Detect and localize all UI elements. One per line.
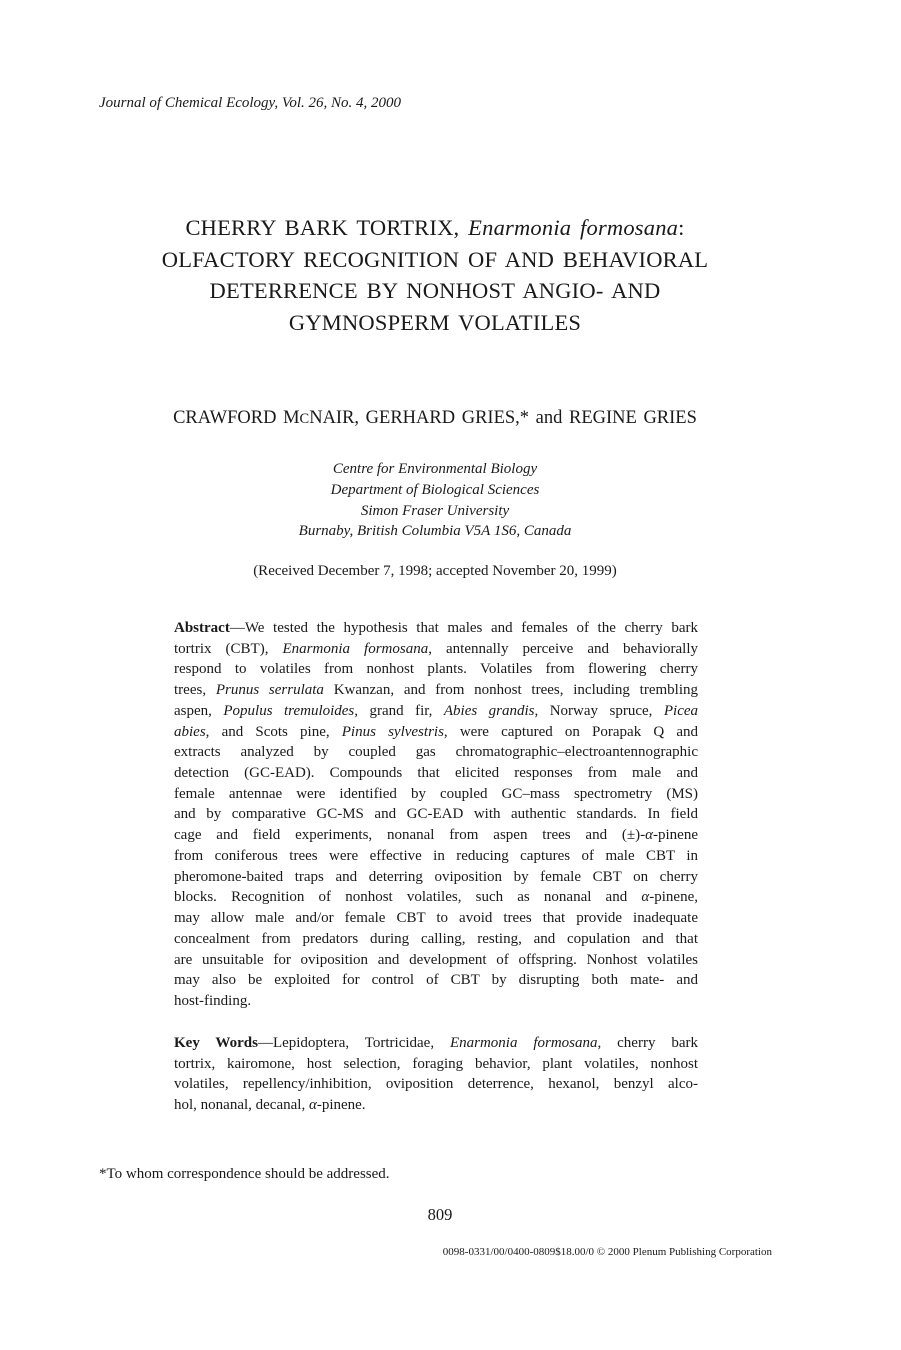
keywords-text: , cherry bark — [597, 1035, 698, 1051]
species-name: Enarmonia formosana — [282, 640, 429, 657]
title-line-4: GYMNOSPERM VOLATILES — [288, 309, 582, 335]
abstract-text: , grand fir, — [354, 702, 444, 719]
abstract-line — [174, 722, 698, 743]
abstract — [174, 618, 698, 1012]
abstract-text: Kwanzan, and from nonhost trees, including trembling — [323, 682, 698, 699]
keywords-text: hol, nonanal, decanal, — [174, 1097, 309, 1114]
greek-alpha: α — [641, 889, 650, 906]
keywords-line: tortrix, kairomone, host selection, foraging behavior, plant volatiles, nonhost — [174, 1055, 698, 1072]
affiliation-line: Burnaby, British Columbia V5A 1S6, Canada — [298, 523, 572, 540]
greek-alpha: α — [645, 827, 654, 844]
abstract-text: —We tested the hypothesis that males and females of the cherry bark — [229, 620, 698, 636]
abstract-line: female antennae were identified by coupled GC–mass spectrometry (MS) — [174, 785, 698, 802]
correspondence-footnote: *To whom correspondence should be addressed. — [99, 1166, 390, 1182]
species-name: Prunus serrulata — [215, 682, 324, 699]
abstract-text: cage and field experiments, nonanal from aspen trees and (±)- — [174, 827, 646, 844]
title-colon: : — [678, 215, 685, 240]
author-list — [100, 408, 770, 429]
abstract-text: tortrix (CBT), — [174, 640, 283, 657]
affiliation-line: Centre for Environmental Biology — [332, 461, 538, 477]
abstract-text: trees, — [174, 682, 216, 699]
title-line-1 — [100, 212, 770, 244]
abstract-line — [174, 887, 698, 908]
abstract-line: respond to volatiles from nonhost plants. Volatiles from flowering cherry — [174, 661, 698, 678]
abstract-line: detection (GC-EAD). Compounds that elicited responses from male and — [174, 765, 698, 782]
abstract-line — [174, 680, 698, 701]
author-small-caps: C — [299, 411, 310, 427]
species-name: Picea — [663, 702, 699, 719]
keywords-line — [174, 1095, 698, 1116]
species-name: Abies grandis — [443, 702, 535, 719]
keywords-line: volatiles, repellency/inhibition, oviposition deterrence, hexanol, benzyl alco- — [174, 1076, 698, 1093]
title-species-name: Enarmonia formosana — [468, 215, 679, 240]
author-name-rest: NAIR, GERHARD GRIES,* and REGINE GRIES — [309, 408, 697, 428]
abstract-line: from coniferous trees were effective in reducing captures of male CBT in — [174, 847, 698, 864]
abstract-text: , were captured on Porapak Q and — [443, 723, 698, 740]
abstract-text: blocks. Recognition of nonhost volatiles, such as nonanal and — [174, 889, 642, 906]
keywords-text: —Lepidoptera, Tortricidae, — [257, 1035, 450, 1051]
abstract-text: -pinene, — [649, 889, 698, 906]
abstract-line — [174, 825, 698, 846]
keywords-line — [174, 1033, 698, 1054]
affiliation-block — [100, 459, 770, 542]
abstract-text: , and Scots pine, — [205, 723, 342, 740]
paper-title — [100, 212, 770, 338]
abstract-line: may allow male and/or female CBT to avoid trees that provide inadequate — [174, 910, 698, 927]
author-name-start: CRAWFORD M — [173, 408, 300, 428]
abstract-line: may also be exploited for control of CBT by disrupting both mate- and — [174, 972, 698, 989]
abstract-line: pheromone-baited traps and deterring oviposition by female CBT on cherry — [174, 868, 698, 885]
abstract-line: and by comparative GC-MS and GC-EAD with authentic standards. In field — [174, 806, 698, 823]
keywords-label: Key Words — [174, 1035, 258, 1051]
abstract-line: concealment from predators during calling, resting, and copulation and that — [174, 930, 698, 947]
abstract-text: , Norway spruce, — [534, 702, 664, 719]
abstract-line: are unsuitable for oviposition and development of offspring. Nonhost volatiles — [174, 951, 698, 968]
title-line-3: DETERRENCE BY NONHOST ANGIO- AND — [209, 278, 661, 303]
species-name: Pinus sylvestris — [341, 723, 444, 740]
abstract-text: aspen, — [174, 702, 224, 719]
abstract-line — [174, 618, 698, 639]
abstract-line: extracts analyzed by coupled gas chromatographic–electroantennographic — [174, 744, 698, 761]
journal-citation: Journal of Chemical Ecology, Vol. 26, No. 4, 2000 — [99, 95, 402, 111]
received-dates: (Received December 7, 1998; accepted November 20, 1999) — [253, 563, 617, 579]
species-name: Populus tremuloides — [223, 702, 355, 719]
abstract-label: Abstract — [174, 620, 230, 636]
abstract-line — [174, 639, 698, 660]
abstract-line: host-finding. — [174, 992, 252, 1009]
affiliation-line: Simon Fraser University — [360, 502, 510, 519]
title-line-2: OLFACTORY RECOGNITION OF AND BEHAVIORAL — [161, 246, 709, 272]
species-name: abies — [174, 723, 206, 740]
title-line-1-text: CHERRY BARK TORTRIX, — [185, 215, 469, 240]
keywords-text: -pinene. — [316, 1097, 366, 1114]
abstract-text: , antennally perceive and behaviorally — [428, 640, 698, 657]
copyright-line: 0098-0331/00/0400-0809$18.00/0 © 2000 Plenum Publishing Corporation — [442, 1246, 772, 1258]
key-words — [174, 1033, 698, 1116]
species-name: Enarmonia formosana — [449, 1035, 598, 1051]
affiliation-line: Department of Biological Sciences — [330, 481, 540, 498]
page-number: 809 — [427, 1205, 453, 1224]
abstract-text: -pinene — [653, 827, 698, 844]
greek-alpha: α — [308, 1097, 317, 1114]
abstract-line — [174, 701, 698, 722]
